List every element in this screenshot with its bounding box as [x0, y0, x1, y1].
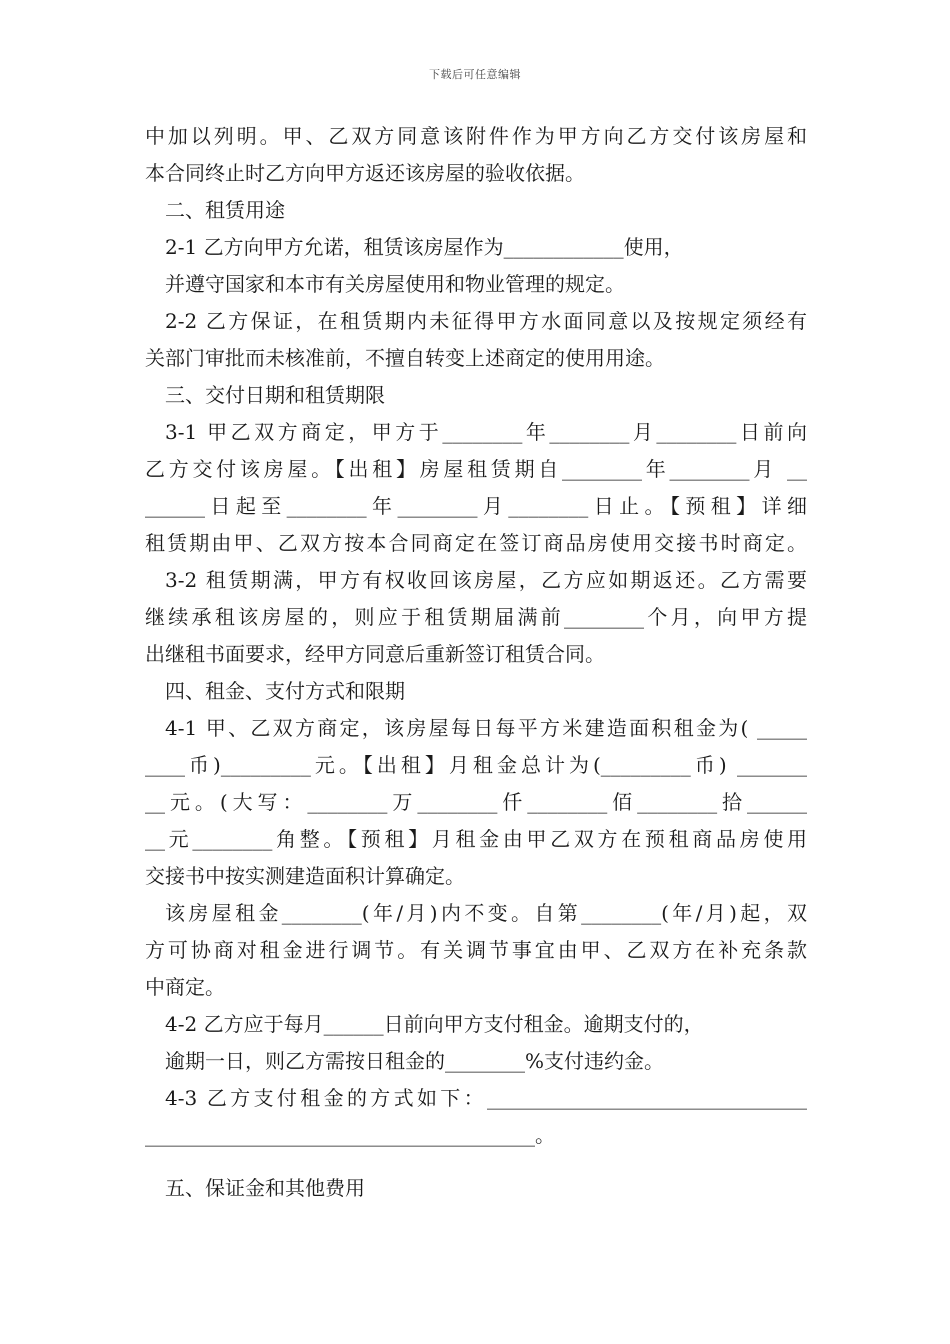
- page-header: 下载后可任意编辑: [429, 68, 521, 81]
- section-heading: 四、租金、支付方式和限期: [165, 679, 405, 703]
- paragraph-gap: [145, 1154, 807, 1170]
- section-heading: 三、交付日期和租赁期限: [165, 383, 385, 407]
- text-line: 方可协商对租金进行调节。有关调节事宜由甲、乙双方在补充条款: [145, 938, 807, 962]
- document-body: [145, 118, 807, 1207]
- text-line: 关部门审批而未核准前，不擅自转变上述商定的使用用途。: [145, 346, 665, 370]
- clause-line: 3-1 甲乙双方商定，甲方于________年________月________日前向: [165, 420, 807, 444]
- clause-line: 该房屋租金________(年/月)内不变。自第________(年/月)起，双: [165, 901, 807, 925]
- text-line: 出继租书面要求，经甲方同意后重新签订租赁合同。: [145, 642, 605, 666]
- text-line: 租赁期由甲、乙双方按本合同商定在签订商品房使用交接书时商定。: [145, 531, 807, 555]
- text-line: 中商定。: [145, 975, 225, 999]
- clause-line: 4-1 甲、乙双方商定，该房屋每日每平方米建造面积租金为( _____: [165, 716, 807, 740]
- clause-line: 4-3 乙方支付租金的方式如下：________________________________: [165, 1086, 807, 1110]
- text-line: ____币)_________元。【出租】月租金总计为(_________币) _______: [145, 753, 807, 777]
- text-line: 中加以列明。甲、乙双方同意该附件作为甲方向乙方交付该房屋和: [145, 124, 807, 148]
- text-line: __元________角整。【预租】月租金由甲乙双方在预租商品房使用: [145, 827, 807, 851]
- text-line: 交接书中按实测建造面积计算确定。: [145, 864, 465, 888]
- text-line: __元。(大写：________万________仟________佰________拾______: [145, 790, 807, 814]
- clause-line: 4-2 乙方应于每月______日前向甲方支付租金。逾期支付的，: [165, 1012, 704, 1036]
- clause-line: 2-1 乙方向甲方允诺，租赁该房屋作为____________使用，: [165, 235, 684, 259]
- text-line: ______日起至________年________月________日止。【预租】详细: [145, 494, 807, 518]
- clause-line: 并遵守国家和本市有关房屋使用和物业管理的规定。: [165, 272, 625, 296]
- text-line: _______________________________________。: [145, 1123, 555, 1147]
- section-heading: 五、保证金和其他费用: [165, 1176, 365, 1200]
- clause-line: 逾期一日，则乙方需按日租金的________%支付违约金。: [165, 1049, 665, 1073]
- text-line: 继续承租该房屋的，则应于租赁期届满前________个月，向甲方提: [145, 605, 807, 629]
- text-line: 乙方交付该房屋。【出租】房屋租赁期自________年________月 __: [145, 457, 807, 481]
- clause-line: 3-2 租赁期满，甲方有权收回该房屋，乙方应如期返还。乙方需要: [165, 568, 807, 592]
- section-heading: 二、租赁用途: [165, 198, 285, 222]
- clause-line: 2-2 乙方保证，在租赁期内未征得甲方水面同意以及按规定须经有: [165, 309, 807, 333]
- text-line: 本合同终止时乙方向甲方返还该房屋的验收依据。: [145, 161, 585, 185]
